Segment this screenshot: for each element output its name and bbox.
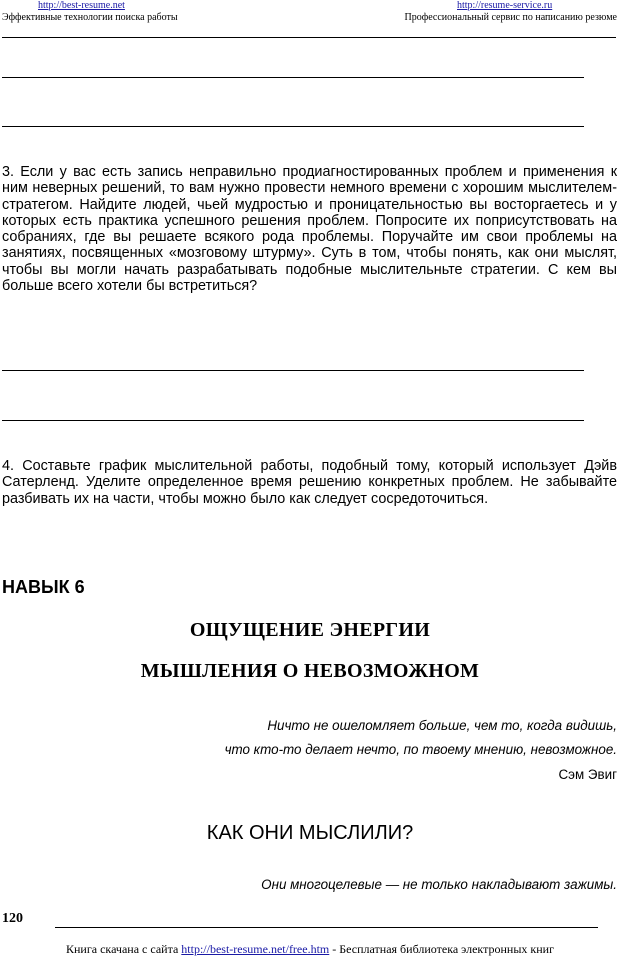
answer-line: [2, 420, 584, 421]
header-divider: [2, 37, 616, 38]
footer-prefix: Книга скачана с сайта: [66, 942, 182, 956]
footer-divider: [55, 927, 598, 928]
page-number: 120: [2, 911, 23, 926]
header-right-link[interactable]: http://resume-service.ru: [457, 0, 553, 11]
section-subtitle: КАК ОНИ МЫСЛИЛИ?: [206, 822, 414, 844]
answer-line: [2, 126, 584, 127]
chapter-title-line-2: МЫШЛЕНИЯ О НЕВОЗМОЖНОМ: [140, 660, 480, 682]
header-left-subtitle: Эффективные технологии поиска работы: [2, 12, 178, 23]
closing-line: Они многоцелевые — не только накладывают зажимы.: [261, 877, 617, 892]
epigraph-author: Сэм Эвиг: [558, 767, 617, 782]
epigraph-line-1: Ничто не ошеломляет больше, чем то, когда видишь,: [267, 718, 617, 733]
footer-suffix: - Бесплатная библиотека электронных книг: [329, 942, 554, 956]
footer-link[interactable]: http://best-resume.net/free.htm: [181, 942, 330, 956]
epigraph-line-2: что кто-то делает нечто, по твоему мнению, невозможное.: [224, 742, 617, 757]
chapter-title-line-1: ОЩУЩЕНИЕ ЭНЕРГИИ: [189, 619, 431, 641]
header-right-subtitle: Профессиональный сервис по написанию резюме: [404, 12, 617, 23]
footer-line: [0, 942, 620, 957]
skill-heading: НАВЫК 6: [2, 577, 85, 597]
answer-line: [2, 370, 584, 371]
answer-line: [2, 77, 584, 78]
paragraph-item-4: 4. Составьте график мыслительной работы, подобный тому, который использует Дэйв Сатерленд. Уделите определенное время решению конкретных проблем. Не забывайте разбивать их на части, чтобы можно было как следует сосредоточиться.: [2, 458, 617, 507]
paragraph-item-3: 3. Если у вас есть запись неправильно продиагностированных проблем и применения к ним неверных решений, то вам нужно провести немного времени с хорошим мыслителем-стратегом. Найдите людей, чьей мудростью и проницательностью вы восторгаетесь и у которых есть практика успешного решения проблем. Попросите их поприсутствовать на собраниях, где вы решаете всякого рода проблемы. Поручайте им свои проблемы на занятиях, посвященных «мозговому штурму». Суть в том, чтобы понять, как они мыслят, чтобы вы могли начать разрабатывать подобные мыслительньте стратегии. С кем вы больше всего хотели бы встретиться?: [2, 164, 617, 295]
header-left-link[interactable]: http://best-resume.net: [38, 0, 125, 11]
